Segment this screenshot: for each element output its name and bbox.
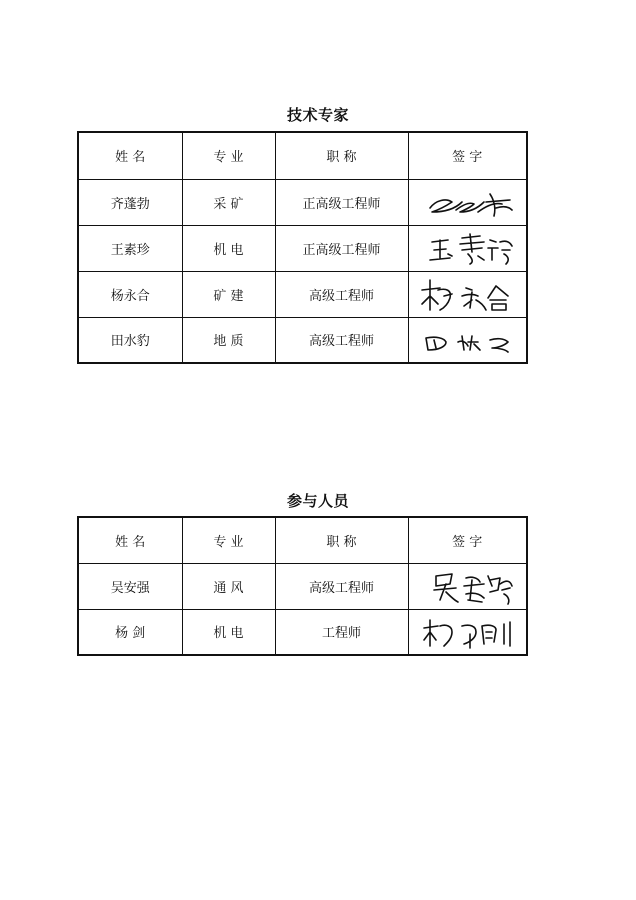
cell-name: 齐蓬勃 [78, 179, 182, 225]
header-major: 专 业 [182, 132, 275, 179]
experts-table [77, 131, 528, 364]
cell-major: 地 质 [182, 317, 275, 363]
cell-name: 杨永合 [78, 271, 182, 317]
table-row [78, 271, 527, 317]
cell-title: 高级工程师 [275, 271, 408, 317]
cell-major: 通 风 [182, 563, 275, 609]
header-title: 职 称 [275, 132, 408, 179]
cell-title: 正高级工程师 [275, 225, 408, 271]
experts-title: 技术专家 [286, 106, 349, 124]
cell-major: 采 矿 [182, 179, 275, 225]
header-title: 职 称 [275, 517, 408, 563]
header-signature: 签 字 [408, 517, 527, 563]
cell-name: 田水豹 [78, 317, 182, 363]
table-row [78, 563, 527, 609]
cell-name: 杨 剑 [78, 609, 182, 655]
handwritten-signature [408, 225, 527, 271]
table-header-row [78, 132, 527, 179]
cell-major: 机 电 [182, 609, 275, 655]
cell-name: 王素珍 [78, 225, 182, 271]
table-row [78, 609, 527, 655]
header-major: 专 业 [182, 517, 275, 563]
handwritten-signature [408, 271, 527, 317]
cell-title: 工程师 [275, 609, 408, 655]
header-name: 姓 名 [78, 517, 182, 563]
table-row [78, 179, 527, 225]
header-name: 姓 名 [78, 132, 182, 179]
table-row [78, 317, 527, 363]
cell-title: 正高级工程师 [275, 179, 408, 225]
cell-major: 矿 建 [182, 271, 275, 317]
handwritten-signature [408, 609, 527, 655]
cell-title: 高级工程师 [275, 563, 408, 609]
participants-table [77, 516, 528, 656]
handwritten-signature [408, 317, 527, 363]
cell-name: 吴安强 [78, 563, 182, 609]
handwritten-signature [408, 563, 527, 609]
table-row [78, 225, 527, 271]
handwritten-signature [408, 179, 527, 225]
header-signature: 签 字 [408, 132, 527, 179]
table-header-row [78, 517, 527, 563]
cell-major: 机 电 [182, 225, 275, 271]
cell-title: 高级工程师 [275, 317, 408, 363]
participants-title: 参与人员 [286, 492, 349, 510]
